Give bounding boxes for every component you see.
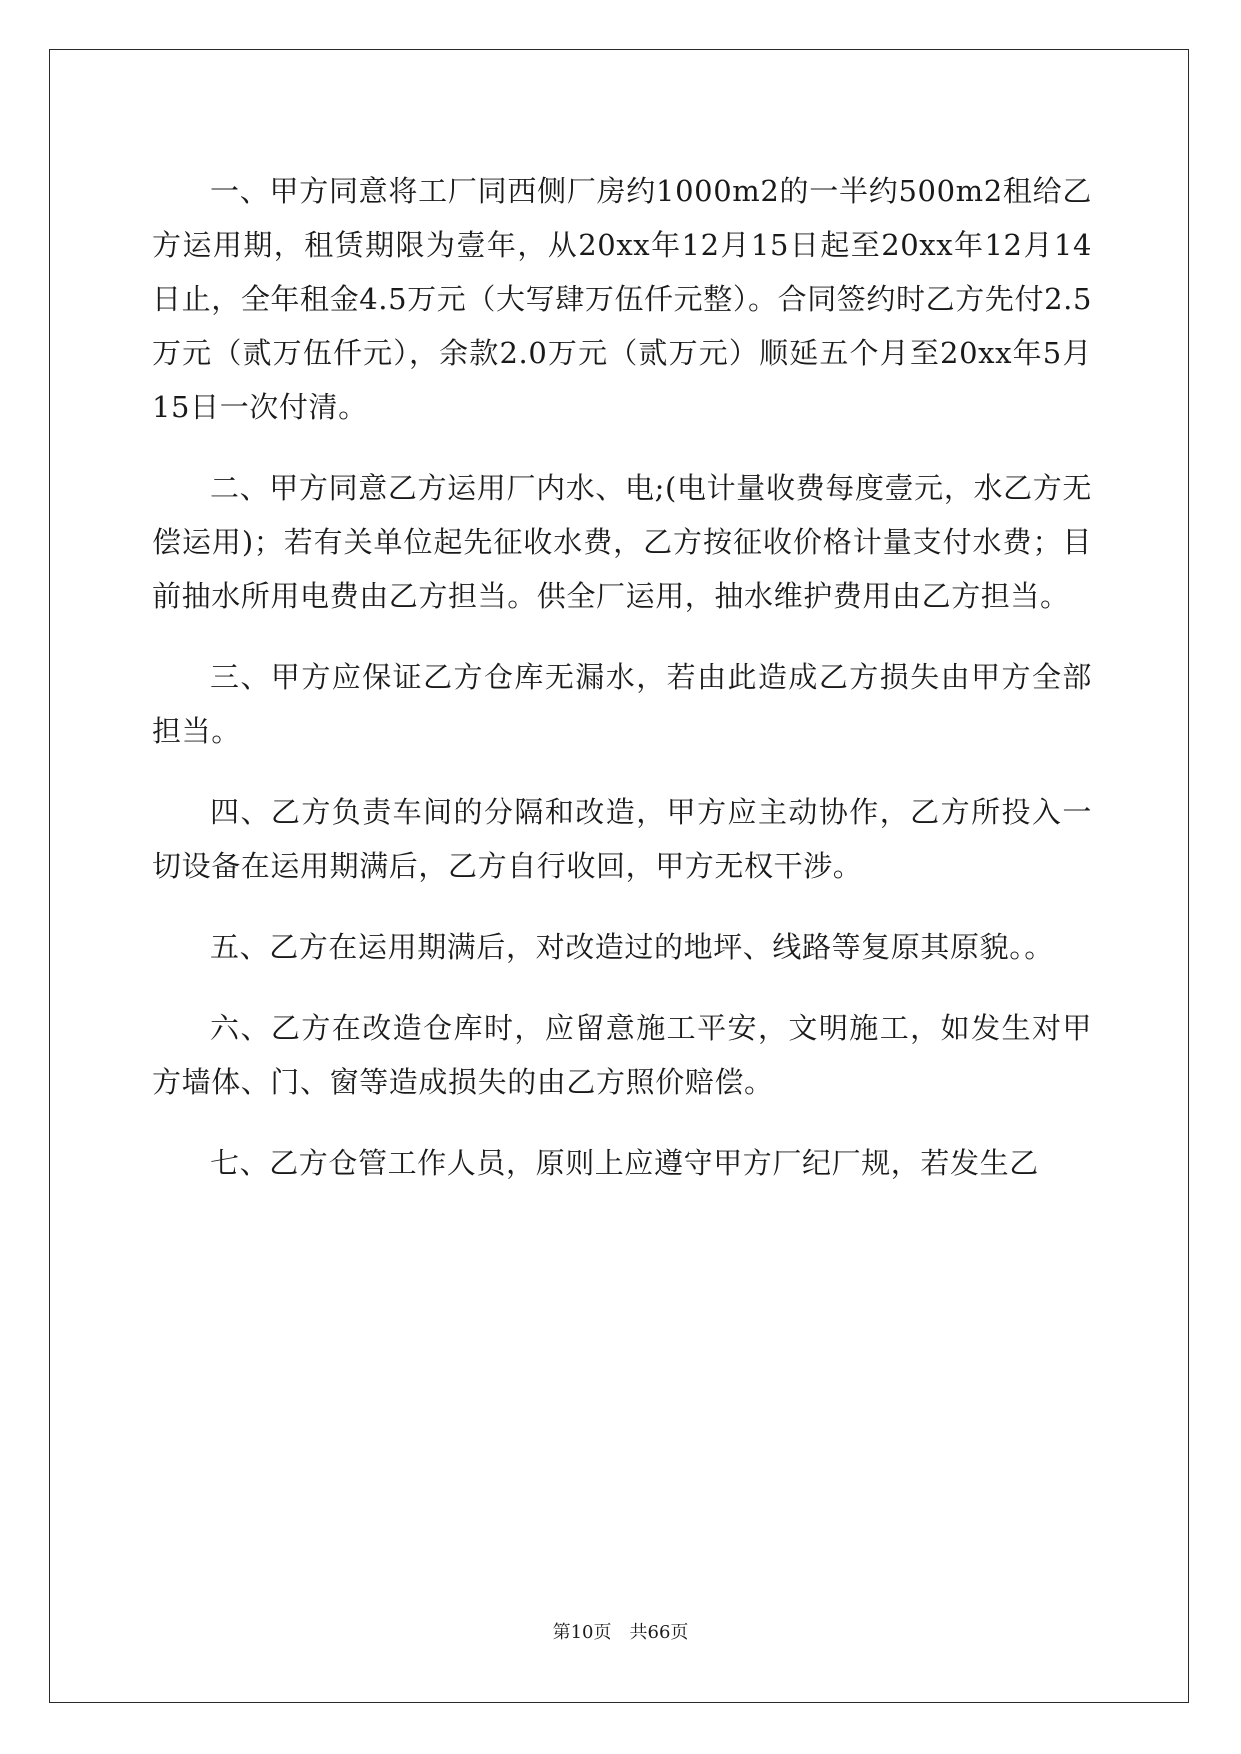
paragraph-7: 七、乙方仓管工作人员，原则上应遵守甲方厂纪厂规，若发生乙 <box>210 1146 1039 1180</box>
paragraph-5: 五、乙方在运用期满后，对改造过的地坪、线路等复原其原貌。。 <box>210 930 1054 964</box>
page-number: 第10页 <box>552 1622 612 1643</box>
paragraph-4: 四、乙方负责车间的分隔和改造，甲方应主动协作，乙方所投入一切设备在运用期满后，乙方自行收回，甲方无权干涉。 <box>152 795 1092 883</box>
paragraph-3: 三、甲方应保证乙方仓库无漏水，若由此造成乙方损失由甲方全部担当。 <box>152 660 1092 748</box>
document-body <box>152 164 1092 1217</box>
paragraph-2: 二、甲方同意乙方运用厂内水、电;(电计量收费每度壹元，水乙方无偿运用)；若有关单位起先征收水费，乙方按征收价格计量支付水费；目前抽水所用电费由乙方担当。供全厂运用，抽水维护费用由乙方担当。 <box>152 471 1092 613</box>
page-total: 共66页 <box>629 1622 689 1643</box>
paragraph-1: 一、甲方同意将工厂同西侧厂房约1000m2的一半约500m2租给乙方运用期，租赁期限为壹年，从20xx年12月15日起至20xx年12月14日止，全年租金4.5万元（大写肆万伍仟元整）。合同签约时乙方先付2.5万元（贰万伍仟元），余款2.0万元（贰万元）顺延五个月至20xx年5月15日一次付清。 <box>152 174 1092 424</box>
page-footer <box>0 1621 1241 1645</box>
paragraph-6: 六、乙方在改造仓库时，应留意施工平安，文明施工，如发生对甲方墙体、门、窗等造成损失的由乙方照价赔偿。 <box>152 1011 1092 1099</box>
